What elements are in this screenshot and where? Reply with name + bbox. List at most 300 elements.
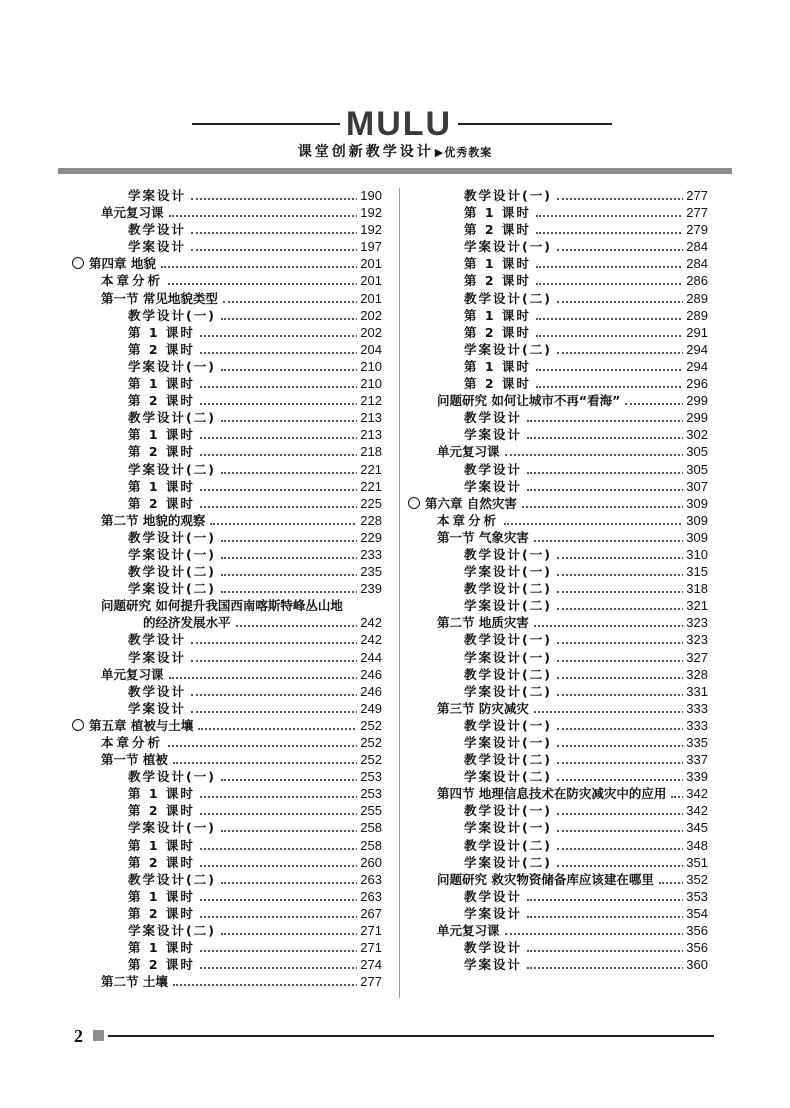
toc-entry-text: 教学设计(二) (464, 837, 552, 853)
toc-entry[interactable] (72, 631, 382, 648)
toc-entry[interactable] (72, 324, 382, 341)
leader-dots (161, 266, 382, 268)
toc-entry-text: 学案设计(一) (464, 564, 552, 580)
toc-entry[interactable] (72, 409, 382, 426)
toc-page-number: 201 (357, 290, 382, 307)
toc-page-number: 289 (683, 307, 708, 324)
toc-entry-text: 教学设计 (128, 632, 187, 648)
toc-entry[interactable] (408, 666, 708, 683)
toc-entry-text: 单元复习课 (437, 923, 500, 939)
toc-entry-title (128, 307, 219, 324)
toc-page-number: 356 (683, 939, 708, 956)
toc-page-number: 263 (357, 888, 382, 905)
toc-entry-title (128, 426, 198, 443)
leader-dots (200, 352, 382, 354)
toc-page-number: 197 (357, 238, 382, 255)
toc-entry-title (464, 255, 534, 272)
toc-entry[interactable] (408, 272, 708, 289)
toc-entry-text: 第一节 常见地貌类型 (101, 290, 218, 306)
toc-entry[interactable] (72, 187, 382, 204)
footer-gray-square (93, 1030, 104, 1041)
subtitle-main: 课堂创新教学设计 (297, 144, 434, 160)
toc-entry-title (72, 255, 159, 272)
toc-entry-title (464, 375, 534, 392)
toc-entry-text: 第 1 课时 (464, 307, 531, 323)
toc-entry[interactable] (408, 409, 708, 426)
toc-entry[interactable] (408, 426, 708, 443)
toc-entry-title (128, 478, 198, 495)
toc-page-number: 229 (357, 529, 382, 546)
toc-entry-title (464, 238, 555, 255)
toc-page-number: 271 (357, 922, 382, 939)
toc-entry-text: 第 2 课时 (128, 495, 195, 511)
toc-entry-text: 教学设计(一) (128, 769, 216, 785)
toc-entry[interactable] (408, 802, 708, 819)
toc-entry-title (464, 221, 534, 238)
toc-entry[interactable] (408, 512, 708, 529)
toc-entry-title (128, 324, 198, 341)
toc-entry-title (437, 512, 502, 529)
title-rule-right (458, 123, 612, 125)
leader-dots (536, 266, 708, 268)
toc-page-number: 246 (357, 683, 382, 700)
toc-page-number: 228 (357, 512, 382, 529)
toc-page-number: 210 (357, 375, 382, 392)
toc-entry[interactable] (408, 546, 708, 563)
toc-page-number: 352 (683, 871, 708, 888)
toc-entry[interactable] (408, 956, 708, 973)
toc-entry[interactable] (72, 461, 382, 478)
toc-entry-title (101, 597, 346, 614)
leader-dots (200, 916, 382, 918)
toc-entry-text: 教学设计 (464, 888, 523, 904)
toc-entry-text: 第 2 课时 (128, 957, 195, 973)
toc-entry-title (437, 392, 623, 409)
toc-entry-text: 教学设计(二) (128, 410, 216, 426)
toc-entry[interactable] (408, 529, 708, 546)
toc-page-number: 252 (357, 717, 382, 734)
toc-entry[interactable] (408, 307, 708, 324)
toc-entry-text: 第 1 课时 (128, 786, 195, 802)
toc-entry[interactable] (72, 392, 382, 409)
leader-dots (504, 523, 708, 525)
toc-entry[interactable] (408, 649, 708, 666)
toc-page-number: 204 (357, 341, 382, 358)
toc-entry-title (464, 717, 555, 734)
toc-entry[interactable] (408, 854, 708, 871)
toc-entry[interactable] (408, 905, 708, 922)
toc-entry-text: 第 1 课时 (128, 837, 195, 853)
toc-page-number: 244 (357, 649, 382, 666)
toc-page-number: 305 (683, 443, 708, 460)
toc-entry-title (464, 358, 534, 375)
toc-entry-title (101, 666, 167, 683)
chapter-circle-icon (72, 257, 84, 269)
toc-entry-title (408, 495, 520, 512)
toc-entry-title (128, 392, 198, 409)
toc-entry-title (464, 563, 555, 580)
toc-entry[interactable] (408, 341, 708, 358)
leader-dots (191, 249, 382, 251)
toc-entry[interactable] (72, 341, 382, 358)
toc-entry-text: 第 2 课时 (128, 803, 195, 819)
leader-dots (191, 711, 382, 713)
toc-entry[interactable] (408, 717, 708, 734)
toc-entry-title (464, 409, 525, 426)
toc-page-number: 246 (357, 666, 382, 683)
toc-entry[interactable] (408, 939, 708, 956)
leader-dots (200, 967, 382, 969)
column-divider (399, 188, 400, 998)
toc-page-number: 284 (683, 238, 708, 255)
toc-entry-text: 单元复习课 (101, 666, 164, 682)
toc-entry[interactable] (72, 802, 382, 819)
toc-page-number: 221 (357, 461, 382, 478)
title-rule-left (192, 123, 340, 125)
toc-entry-text: 学案设计(一) (464, 649, 552, 665)
toc-entry[interactable] (408, 563, 708, 580)
toc-entry[interactable] (408, 478, 708, 495)
toc-entry-title (464, 734, 555, 751)
leader-dots (200, 796, 382, 798)
toc-entry[interactable] (408, 922, 708, 939)
toc-entry-title (464, 854, 555, 871)
toc-entry[interactable] (408, 871, 708, 888)
toc-entry-text: 教学设计(二) (128, 564, 216, 580)
leader-dots (198, 728, 382, 730)
toc-entry-text: 教学设计(二) (128, 871, 216, 887)
toc-entry[interactable] (72, 597, 382, 631)
toc-entry[interactable] (408, 785, 708, 802)
toc-entry-text: 第 2 课时 (128, 905, 195, 921)
leader-dots (527, 967, 708, 969)
toc-entry-text: 教学设计(一) (128, 529, 216, 545)
leader-dots (527, 916, 708, 918)
leader-dots (534, 625, 708, 627)
leader-dots (173, 984, 382, 986)
toc-entry-text: 教学设计(一) (464, 188, 552, 203)
toc-entry-text: 第 2 课时 (128, 341, 195, 357)
toc-entry-title (101, 512, 208, 529)
toc-page-number: 271 (357, 939, 382, 956)
toc-page-number: 252 (357, 751, 382, 768)
leader-dots (168, 745, 382, 747)
toc-entry[interactable] (72, 478, 382, 495)
toc-entry[interactable] (72, 649, 382, 666)
toc-entry[interactable] (72, 358, 382, 375)
toc-page-number: 342 (683, 802, 708, 819)
toc-entry[interactable] (408, 751, 708, 768)
toc-entry-text: 教学设计(一) (128, 307, 216, 323)
toc-entry-text: 第一节 气象灾害 (437, 529, 529, 545)
toc-entry[interactable] (408, 290, 708, 307)
toc-page-number: 192 (357, 204, 382, 221)
toc-page-number: 213 (357, 426, 382, 443)
toc-entry[interactable] (72, 888, 382, 905)
toc-entry-text: 学案设计(一) (128, 546, 216, 562)
toc-page-number: 218 (357, 443, 382, 460)
toc-entry-text: 教学设计 (128, 222, 187, 238)
toc-page-number: 342 (683, 785, 708, 802)
toc-entry[interactable] (408, 683, 708, 700)
toc-entry[interactable] (72, 426, 382, 443)
toc-entry-text: 第 1 课时 (128, 376, 195, 392)
leader-dots (210, 523, 382, 525)
toc-page-number: 310 (683, 546, 708, 563)
toc-entry-text: 本章分析 (101, 735, 164, 750)
toc-entry-text: 单元复习课 (101, 205, 164, 221)
chapter-circle-icon (408, 497, 420, 509)
toc-page-number: 277 (357, 973, 382, 990)
toc-entry[interactable] (72, 837, 382, 854)
footer-rule (108, 1035, 714, 1037)
toc-entry-title (128, 939, 198, 956)
toc-entry[interactable] (408, 700, 708, 717)
toc-entry-text: 单元复习课 (437, 444, 500, 460)
toc-entry[interactable] (72, 238, 382, 255)
toc-entry[interactable] (72, 290, 382, 307)
toc-entry-title (437, 614, 532, 631)
toc-entry-title (128, 956, 198, 973)
toc-entry[interactable] (72, 666, 382, 683)
toc-entry-text: 教学设计(二) (464, 752, 552, 768)
toc-entry-text: 学案设计 (128, 700, 187, 716)
toc-entry[interactable] (408, 204, 708, 221)
toc-entry[interactable] (72, 546, 382, 563)
toc-entry[interactable] (72, 683, 382, 700)
toc-entry-text: 教学设计(二) (464, 290, 552, 306)
leader-dots (200, 403, 382, 405)
toc-entry-text: 第二节 地貌的观察 (101, 512, 206, 528)
toc-entry[interactable] (408, 443, 708, 460)
toc-entry[interactable] (72, 922, 382, 939)
toc-page-number: 279 (683, 221, 708, 238)
toc-entry[interactable] (408, 461, 708, 478)
toc-page-number: 345 (683, 819, 708, 836)
toc-page-number: 201 (357, 272, 382, 289)
toc-page-number: 309 (683, 495, 708, 512)
toc-page-number: 318 (683, 580, 708, 597)
leader-dots (527, 437, 708, 439)
toc-entry-title (464, 905, 525, 922)
toc-entry-title (464, 888, 525, 905)
toc-entry-text: 第 2 课时 (464, 324, 531, 340)
toc-entry-text: 本章分析 (101, 273, 164, 289)
toc-entry-text: 教学设计(一) (464, 632, 552, 648)
toc-page-number: 331 (683, 683, 708, 700)
toc-page-number: 299 (683, 392, 708, 409)
toc-entry[interactable] (408, 358, 708, 375)
toc-entry-text: 本章分析 (437, 512, 500, 528)
toc-entry[interactable] (72, 375, 382, 392)
toc-entry[interactable] (408, 614, 708, 631)
toc-page-number: 190 (357, 187, 382, 204)
chapter-circle-icon (72, 719, 84, 731)
page-header (0, 0, 790, 180)
leader-dots (527, 472, 708, 474)
leader-dots (536, 369, 708, 371)
toc-entry[interactable] (72, 307, 382, 324)
toc-entry-text: 第 1 课时 (128, 888, 195, 904)
toc-entry-title (128, 529, 219, 546)
toc-entry[interactable] (72, 905, 382, 922)
toc-entry-text: 第 1 课时 (464, 358, 531, 374)
toc-entry[interactable] (72, 939, 382, 956)
leader-dots (191, 660, 382, 662)
leader-dots (200, 865, 382, 867)
toc-page-number: 360 (683, 956, 708, 973)
toc-entry-title (128, 341, 198, 358)
page-title: MULU (345, 105, 453, 143)
toc-entry[interactable] (72, 221, 382, 238)
toc-entry-title (128, 221, 189, 238)
toc-entry[interactable] (408, 819, 708, 836)
toc-entry[interactable] (408, 187, 708, 204)
toc-page-number: 348 (683, 837, 708, 854)
leader-dots (505, 933, 708, 935)
toc-entry-text: 第二节 地质灾害 (437, 615, 529, 631)
toc-entry-text: 学案设计(一) (128, 820, 216, 836)
toc-entry-text: 学案设计(一) (464, 735, 552, 750)
leader-dots (536, 215, 708, 217)
toc-entry[interactable] (72, 751, 382, 768)
toc-entry-text: 学案设计(二) (464, 769, 552, 785)
toc-entry[interactable] (408, 631, 708, 648)
toc-entry-text: 教学设计 (464, 461, 523, 477)
toc-entry-title (437, 871, 657, 888)
toc-entry-text: 学案设计 (464, 478, 523, 494)
toc-page-number: 258 (357, 819, 382, 836)
toc-page-number: 353 (683, 888, 708, 905)
toc-entry-title (128, 649, 189, 666)
toc-entry[interactable] (72, 443, 382, 460)
toc-entry[interactable] (72, 819, 382, 836)
toc-entry-text: 学案设计(二) (128, 461, 216, 477)
toc-entry[interactable] (72, 204, 382, 221)
toc-entry-title (128, 819, 219, 836)
toc-entry-title (128, 495, 198, 512)
toc-page-number: 289 (683, 290, 708, 307)
toc-entry-title (437, 785, 669, 802)
leader-dots (200, 813, 382, 815)
toc-entry-title (464, 666, 555, 683)
toc-entry[interactable] (408, 495, 708, 512)
leader-dots (173, 762, 382, 764)
toc-entry[interactable] (72, 956, 382, 973)
toc-entry[interactable] (408, 837, 708, 854)
toc-entry[interactable] (408, 734, 708, 751)
toc-entry-text: 第 1 课时 (464, 256, 531, 272)
toc-page-number: 333 (683, 717, 708, 734)
leader-dots (200, 335, 382, 337)
leader-dots (534, 711, 708, 713)
toc-entry-title (128, 546, 219, 563)
toc-entry-text: 学案设计 (464, 427, 523, 443)
toc-entry[interactable] (72, 768, 382, 785)
toc-entry-text: 第四章 地貌 (89, 256, 156, 272)
toc-entry-text: 教学设计(二) (464, 666, 552, 682)
toc-entry[interactable] (72, 717, 382, 734)
toc-entry[interactable] (408, 768, 708, 785)
toc-entry[interactable] (408, 597, 708, 614)
toc-entry[interactable] (72, 785, 382, 802)
toc-entry[interactable] (72, 529, 382, 546)
toc-entry-title (464, 939, 525, 956)
toc-entry[interactable] (408, 255, 708, 272)
toc-entry[interactable] (72, 580, 382, 597)
toc-entry[interactable] (72, 255, 382, 272)
toc-entry-title (464, 461, 525, 478)
toc-entry[interactable] (72, 700, 382, 717)
toc-page-number: 210 (357, 358, 382, 375)
toc-entry[interactable] (408, 375, 708, 392)
toc-entry-text: 学案设计(一) (464, 820, 552, 836)
toc-entry-text: 教学设计 (128, 683, 187, 699)
header-gray-bar (58, 168, 732, 174)
toc-entry-title (128, 922, 219, 939)
toc-entry-title (464, 204, 534, 221)
toc-page-number: 351 (683, 854, 708, 871)
toc-entry[interactable] (72, 272, 382, 289)
toc-entry-title (437, 700, 532, 717)
toc-page-number: 267 (357, 905, 382, 922)
toc-entry[interactable] (72, 734, 382, 751)
toc-page-number: 302 (683, 426, 708, 443)
toc-entry-text: 学案设计(二) (464, 854, 552, 870)
toc-entry-title (464, 649, 555, 666)
toc-entry-text: 教学设计(一) (464, 803, 552, 819)
toc-left-column (72, 187, 382, 997)
toc-entry-title (464, 768, 555, 785)
toc-page-number: 263 (357, 871, 382, 888)
leader-dots (191, 642, 382, 644)
toc-entry-title (128, 854, 198, 871)
toc-entry[interactable] (72, 563, 382, 580)
toc-entry-text: 第六章 自然灾害 (425, 495, 517, 511)
leader-dots (522, 506, 708, 508)
toc-entry-text: 第 2 课时 (128, 854, 195, 870)
toc-page-number: 192 (357, 221, 382, 238)
toc-page-number: 213 (357, 409, 382, 426)
toc-entry[interactable] (408, 238, 708, 255)
toc-entry-title (101, 204, 167, 221)
toc-page-number: 233 (357, 546, 382, 563)
toc-entry[interactable] (72, 854, 382, 871)
toc-page-number: 323 (683, 631, 708, 648)
toc-page-number: 307 (683, 478, 708, 495)
toc-entry-title (128, 443, 198, 460)
toc-page-number: 239 (357, 580, 382, 597)
toc-entry-text: 教学设计(一) (464, 717, 552, 733)
leader-dots (536, 386, 708, 388)
toc-entry[interactable] (408, 324, 708, 341)
leader-dots (527, 899, 708, 901)
toc-page-number: 242 (357, 631, 382, 648)
toc-entry[interactable] (408, 221, 708, 238)
toc-entry[interactable] (408, 580, 708, 597)
toc-entry[interactable] (72, 973, 382, 990)
toc-entry[interactable] (408, 392, 708, 409)
toc-entry[interactable] (72, 495, 382, 512)
leader-dots (200, 848, 382, 850)
toc-entry[interactable] (72, 512, 382, 529)
toc-entry-title (72, 717, 196, 734)
toc-entry[interactable] (72, 871, 382, 888)
toc-entry[interactable] (408, 888, 708, 905)
toc-entry-title (128, 580, 219, 597)
toc-entry-title (464, 546, 555, 563)
toc-entry-title (464, 478, 525, 495)
